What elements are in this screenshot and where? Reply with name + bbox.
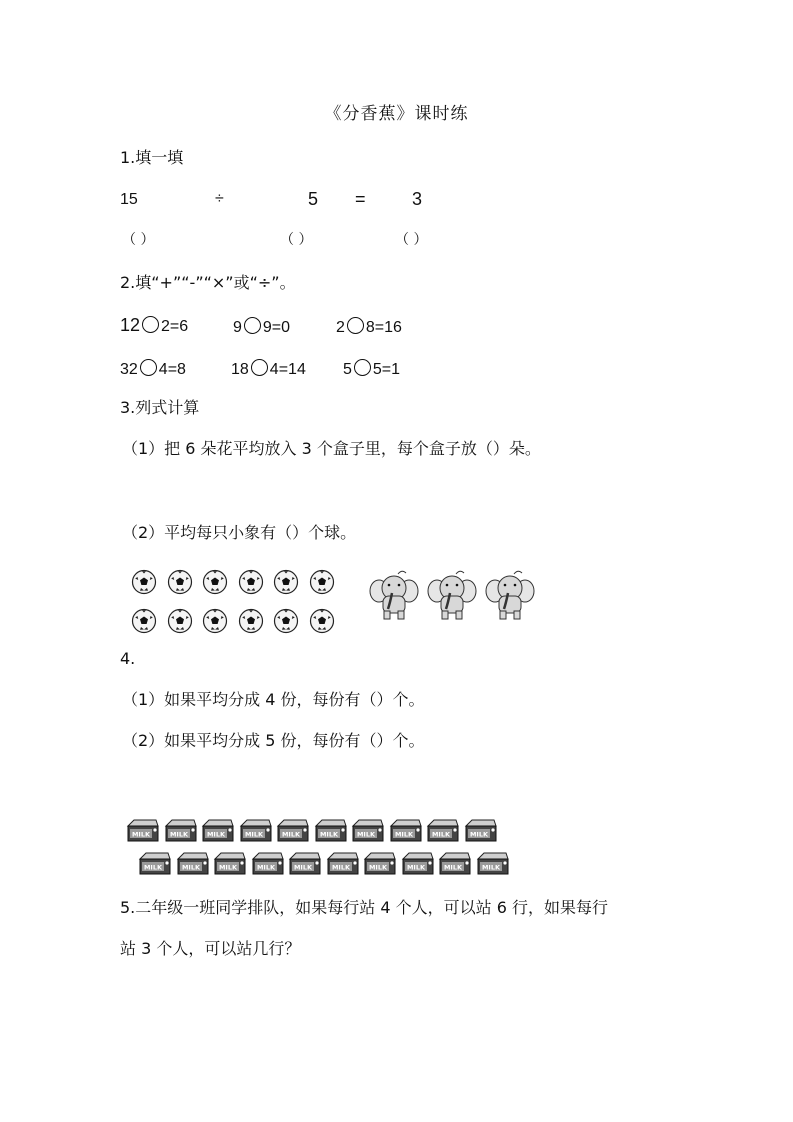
svg-text:MILK: MILK [331, 863, 350, 872]
milk-carton-icon [164, 818, 198, 846]
milk-carton-icon [464, 818, 498, 846]
q1-heading: 1.填一填 [120, 148, 184, 167]
q2-item [120, 316, 188, 335]
svg-text:MILK: MILK [281, 830, 301, 839]
q2-operand: 5 [343, 361, 352, 378]
q2-operand: 2 [336, 319, 345, 336]
milk-carton-icon [426, 818, 460, 846]
svg-text:MILK: MILK [256, 863, 275, 872]
svg-text:MILK: MILK [481, 863, 500, 872]
q2-item [336, 317, 402, 336]
svg-text:MILK: MILK [143, 863, 163, 872]
q2-item [231, 359, 306, 378]
q1-divide-sign: ÷ [215, 190, 224, 207]
q3-heading: 3.列式计算 [120, 398, 200, 417]
milk-carton-icon [401, 851, 435, 879]
operator-blank-circle[interactable] [354, 359, 371, 376]
milk-carton-icon [239, 818, 273, 846]
svg-text:MILK: MILK [206, 830, 226, 839]
q2-heading: 2.填“+”“-”“×”或“÷”。 [120, 273, 296, 292]
operator-blank-circle[interactable] [140, 359, 157, 376]
q4-part1: （1）如果平均分成 4 份，每份有（）个。 [122, 690, 425, 709]
svg-text:MILK: MILK [293, 863, 313, 872]
svg-text:MILK: MILK [356, 830, 376, 839]
milk-carton-icon [363, 851, 397, 879]
milk-carton-icon [326, 851, 360, 879]
milk-carton-icon [314, 818, 348, 846]
elephant-icon [368, 569, 420, 625]
soccer-ball-icon [309, 569, 335, 599]
milk-carton-icon [126, 818, 160, 846]
soccer-ball-icon [202, 569, 228, 599]
soccer-ball-icon [238, 569, 264, 599]
q1-term-quotient: 3 [412, 189, 423, 209]
milk-carton-icon [476, 851, 510, 879]
q1-equals-sign: = [355, 189, 366, 209]
q2-item [233, 317, 290, 336]
q1-term-divisor: 5 [308, 189, 319, 209]
soccer-ball-icon [167, 608, 193, 638]
q1-blank-dividend: （ ） [122, 232, 155, 248]
soccer-ball-icon [131, 569, 157, 599]
q2-rest: 8=16 [365, 319, 402, 336]
svg-text:MILK: MILK [181, 863, 200, 872]
soccer-ball-icon [309, 608, 335, 638]
svg-text:MILK: MILK [469, 830, 488, 839]
q2-operand: 12 [120, 315, 141, 335]
q4-part2: （2）如果平均分成 5 份，每份有（）个。 [122, 731, 425, 750]
operator-blank-circle[interactable] [142, 316, 159, 333]
q5-line1: 5.二年级一班同学排队，如果每行站 4 个人，可以站 6 行，如果每行 [120, 898, 608, 917]
q2-item [343, 359, 400, 378]
svg-text:MILK: MILK [169, 830, 188, 839]
milk-carton-icon [438, 851, 472, 879]
svg-text:MILK: MILK [443, 863, 463, 872]
soccer-ball-icon [273, 608, 299, 638]
q1-blank-quotient: （ ） [395, 232, 428, 248]
soccer-ball-icon [238, 608, 264, 638]
svg-text:MILK: MILK [431, 830, 451, 839]
svg-text:MILK: MILK [406, 863, 425, 872]
milk-carton-icon [201, 818, 235, 846]
svg-text:MILK: MILK [218, 863, 238, 872]
q1-term-dividend: 15 [120, 191, 138, 208]
milk-carton-icon [351, 818, 385, 846]
milk-carton-icon [276, 818, 310, 846]
soccer-ball-icon [131, 608, 157, 638]
q2-rest: 9=0 [262, 319, 291, 336]
q2-operand: 18 [231, 361, 249, 378]
soccer-ball-icon [273, 569, 299, 599]
q2-item [120, 359, 186, 378]
svg-text:MILK: MILK [368, 863, 388, 872]
milk-carton-icon [213, 851, 247, 879]
svg-text:MILK: MILK [244, 830, 263, 839]
q2-operand: 32 [120, 361, 138, 378]
q3-part1: （1）把 6 朵花平均放入 3 个盒子里，每个盒子放（）朵。 [122, 439, 541, 458]
q2-rest: 5=1 [372, 361, 401, 378]
q3-part2: （2）平均每只小象有（）个球。 [122, 523, 357, 542]
operator-blank-circle[interactable] [347, 317, 364, 334]
milk-carton-icon [176, 851, 210, 879]
q2-rest: 4=8 [158, 361, 186, 378]
page-title: 《分香蕉》课时练 [324, 104, 469, 124]
q4-heading: 4. [120, 649, 136, 668]
elephant-icon [426, 569, 478, 625]
q2-operand: 9 [233, 319, 242, 336]
q5-line2: 站 3 个人，可以站几行？ [120, 939, 301, 958]
svg-text:MILK: MILK [319, 830, 338, 839]
elephant-icon [484, 569, 536, 625]
milk-carton-icon [389, 818, 423, 846]
milk-carton-icon [251, 851, 285, 879]
operator-blank-circle[interactable] [244, 317, 261, 334]
soccer-ball-icon [202, 608, 228, 638]
q1-blank-divisor: （ ） [280, 232, 313, 248]
operator-blank-circle[interactable] [251, 359, 268, 376]
milk-carton-icon [138, 851, 172, 879]
svg-text:MILK: MILK [394, 830, 413, 839]
milk-carton-icon [288, 851, 322, 879]
soccer-ball-icon [167, 569, 193, 599]
q2-rest: 4=14 [269, 361, 306, 378]
svg-text:MILK: MILK [131, 830, 151, 839]
q2-rest: 2=6 [161, 318, 189, 335]
